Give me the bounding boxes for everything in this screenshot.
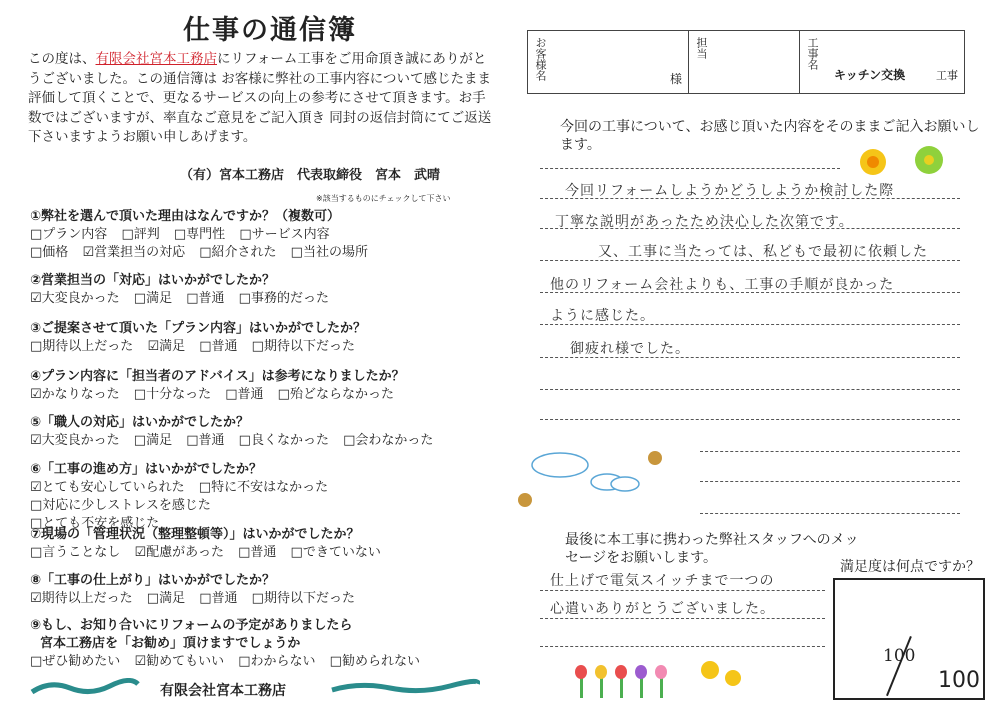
checkbox-option[interactable]: □とても不安を感じた	[30, 516, 160, 531]
message-prompt: 最後に本工事に携わった弊社スタッフへのメッセージをお願いします。	[565, 532, 859, 566]
checkbox-option[interactable]: □プラン内容	[30, 227, 108, 242]
checkbox-option[interactable]: □普通	[225, 387, 264, 402]
score-max: 100	[938, 668, 980, 693]
question-label: ⑤「職人の対応」はいかがでしたか？	[30, 415, 250, 430]
checkbox-option[interactable]: □評判	[121, 227, 160, 242]
checkbox-option[interactable]: □普通	[238, 545, 277, 560]
checkbox-option[interactable]: □専門性	[173, 227, 226, 242]
checkbox-option[interactable]: ☑営業担当の対応	[82, 245, 186, 260]
checkbox-option[interactable]: □対応に少しストレスを感じた	[30, 498, 211, 513]
question-label: ③ご提案させて頂いた「プラン内容」はいかがでしたか？	[30, 321, 367, 336]
checkbox-option[interactable]: □期待以下だった	[251, 591, 355, 606]
comment-line: 今回リフォームしようかどうしようか検討した際	[565, 183, 895, 199]
wave-decoration-left-icon	[30, 678, 140, 698]
wave-decoration-right-icon	[330, 678, 480, 698]
work-suffix: 工事	[936, 69, 958, 82]
question-label: ⑦現場の「管理状況（整理整頓等）」はいかがでしたか？	[30, 527, 360, 542]
comment-line: 丁寧な説明があったため決心した次第です。	[555, 214, 854, 230]
checkbox-option[interactable]: □普通	[199, 339, 238, 354]
comment-prompt: 今回の工事について、お感じ頂いた内容をそのままご記入お願いします。	[560, 119, 980, 153]
intro-after: にリフォーム工事をご用命頂き誠にありがとうございました。この通信簿は お客様に弊社の工事内容について感じたまま評価して頂くことで、更なるサービスの向上の参考にさせて頂きます。お手数ではございますが、率直なご意見をご記入頂き 同封の返信封筒にてご返送下さいますようお願い申しあげます。	[28, 51, 492, 145]
checkbox-option[interactable]: □事務的だった	[238, 291, 329, 306]
footer-company: 有限会社宮本工務店	[160, 683, 286, 699]
customer-name-cell[interactable]	[528, 31, 689, 93]
question-6	[30, 461, 485, 533]
question-5	[30, 414, 485, 450]
question-7	[30, 526, 485, 562]
header-table	[527, 30, 965, 94]
intro-before: この度は、	[28, 51, 96, 67]
checkbox-option[interactable]: □言うことなし	[30, 545, 121, 560]
comment-line: 他のリフォーム会社よりも、工事の手順が良かった	[550, 277, 895, 293]
checkbox-option[interactable]: □価格	[30, 245, 69, 260]
checkbox-option[interactable]: □普通	[186, 291, 225, 306]
checkbox-option[interactable]: □満足	[146, 591, 186, 606]
tulips-icon	[575, 656, 745, 700]
checkbox-option[interactable]: □良くなかった	[238, 433, 329, 448]
question-2	[30, 272, 485, 308]
question-label-2: 宮本工務店を「お勧め」頂けますでしょうか	[40, 636, 301, 651]
signature: （有）宮本工務店 代表取締役 宮本 武晴	[180, 168, 441, 183]
intro-company: 有限会社宮本工務店	[95, 51, 217, 67]
checkbox-option[interactable]: □満足	[133, 291, 173, 306]
checkbox-option[interactable]: □普通	[186, 433, 225, 448]
checkbox-option[interactable]: □ぜひ勧めたい	[30, 654, 121, 669]
question-label: ⑨もし、お知り合いにリフォームの予定がありましたら	[30, 618, 353, 633]
question-label: ①弊社を選んで頂いた理由はなんですか？（複数可）	[30, 209, 341, 224]
checkbox-option[interactable]: □期待以下だった	[251, 339, 355, 354]
checkbox-option[interactable]: ☑期待以上だった	[30, 591, 133, 606]
comment-line: 御疲れ様でした。	[570, 341, 690, 357]
question-4	[30, 368, 485, 404]
work-label: 工事名	[806, 37, 819, 70]
staff-label: 担当	[695, 37, 708, 59]
checkbox-option[interactable]: □特に不安はなかった	[198, 480, 329, 495]
flowers-icon	[855, 145, 955, 185]
checkbox-option[interactable]: ☑満足	[147, 339, 186, 354]
question-8	[30, 572, 485, 608]
question-3	[30, 320, 485, 356]
question-label: ⑥「工事の進め方」はいかがでしたか？	[30, 462, 263, 477]
checkbox-option[interactable]: □殆どならなかった	[277, 387, 394, 402]
staff-cell[interactable]	[689, 31, 800, 93]
checkbox-option[interactable]: □紹介された	[199, 245, 277, 260]
check-note: ※該当するものにチェックして下さい	[316, 194, 451, 203]
page-title: 仕事の通信簿	[183, 15, 357, 46]
checkbox-option[interactable]: □わからない	[238, 654, 316, 669]
sama-label: 様	[669, 72, 682, 86]
work-name-cell[interactable]	[800, 31, 964, 93]
question-9	[30, 617, 485, 671]
question-1	[30, 208, 485, 262]
checkbox-option[interactable]: ☑かなりなった	[30, 387, 120, 402]
checkbox-option[interactable]: □期待以上だった	[30, 339, 134, 354]
checkbox-option[interactable]: □会わなかった	[343, 433, 434, 448]
checkbox-option[interactable]: □当社の場所	[290, 245, 368, 260]
checkbox-option[interactable]: □できていない	[290, 545, 381, 560]
intro-text	[28, 50, 498, 148]
message-line: 仕上げで電気スイッチまで一つの	[550, 573, 775, 589]
checkbox-option[interactable]: □勧められない	[329, 654, 420, 669]
question-label: ②営業担当の「対応」はいかがでしたか？	[30, 273, 276, 288]
checkbox-option[interactable]: □十分なった	[133, 387, 212, 402]
checkbox-option[interactable]: □サービス内容	[239, 227, 330, 242]
checkbox-option[interactable]: ☑大変良かった	[30, 291, 120, 306]
work-value: キッチン交換	[834, 68, 906, 82]
customer-label: お客様名	[534, 37, 547, 81]
comment-line: 又、工事に当たっては、私どもで最初に依頼した	[598, 244, 928, 260]
satisfaction-label: 満足度は何点ですか？	[840, 559, 980, 575]
checkbox-option[interactable]: ☑配慮があった	[134, 545, 224, 560]
question-label: ④プラン内容に「担当者のアドバイス」は参考になりましたか？	[30, 369, 405, 384]
checkbox-option[interactable]: ☑大変良かった	[30, 433, 120, 448]
checkbox-option[interactable]: □普通	[199, 591, 238, 606]
message-line: 心遣いありがとうございました。	[550, 601, 775, 617]
clouds-birds-icon	[515, 440, 705, 515]
score-given: 100	[883, 646, 916, 666]
comment-line: ように感じた。	[550, 308, 655, 324]
question-label: ⑧「工事の仕上がり」はいかがでしたか？	[30, 573, 276, 588]
checkbox-option[interactable]: □満足	[133, 433, 173, 448]
checkbox-option[interactable]: ☑勧めてもいい	[134, 654, 225, 669]
checkbox-option[interactable]: ☑とても安心していられた	[30, 480, 185, 495]
